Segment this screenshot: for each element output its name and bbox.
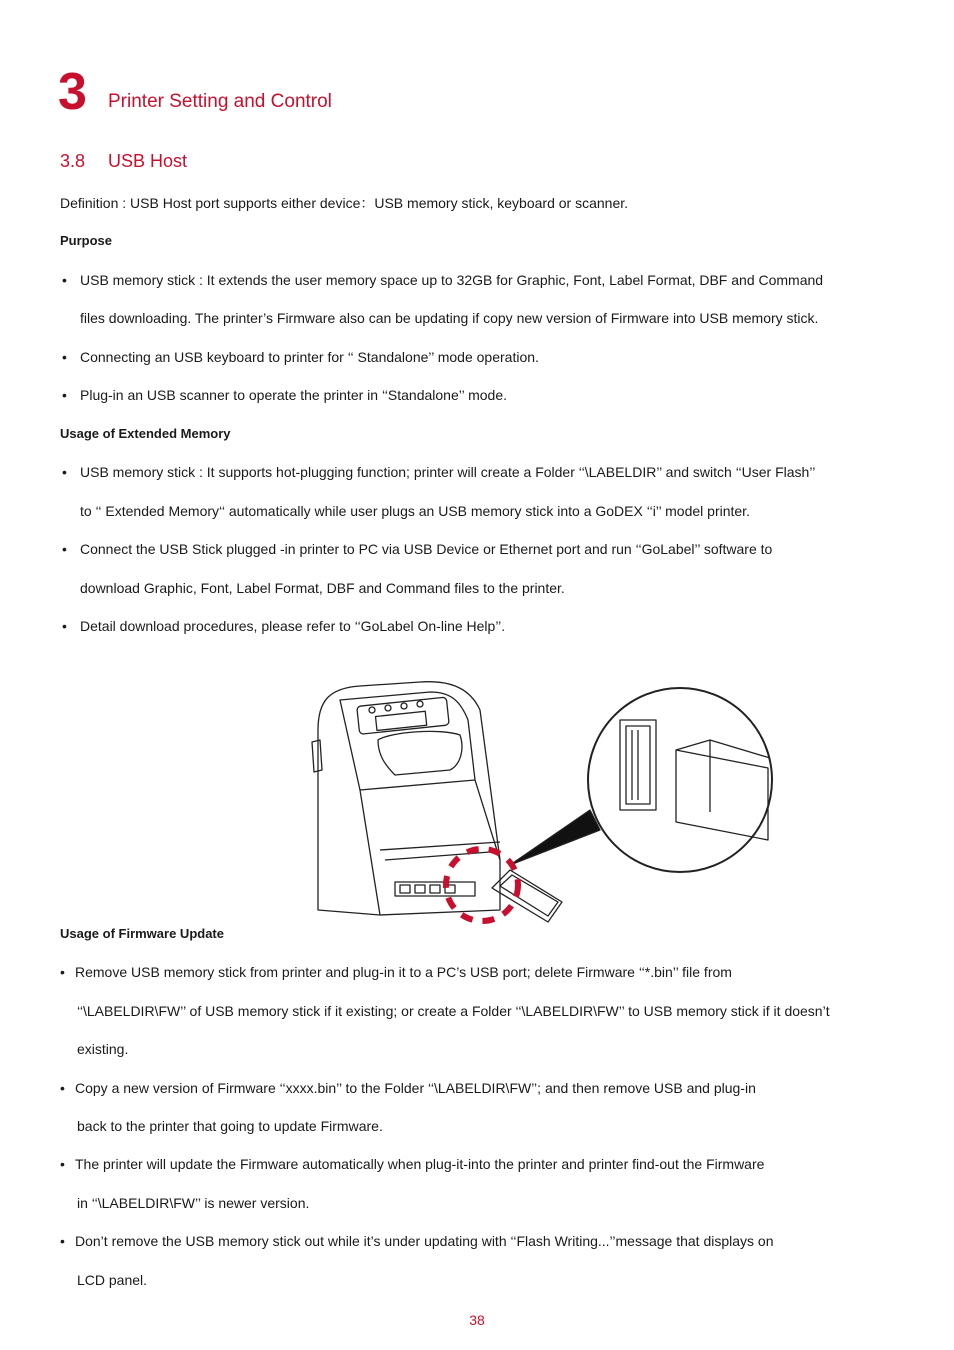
bullet: • — [62, 387, 67, 403]
chapter-title: Printer Setting and Control — [108, 91, 332, 112]
list-item-continuation: back to the printer that going to update Firmware. — [77, 1118, 383, 1134]
usb-stick — [492, 870, 562, 922]
bullet: • — [60, 1233, 65, 1249]
zoom-circle — [588, 688, 772, 872]
bullet: • — [62, 464, 67, 480]
bullet: • — [62, 618, 67, 634]
zoom-pointer — [510, 810, 600, 865]
list-item: • Connect the USB Stick plugged -in printer to PC via USB Device or Ethernet port and run ‘‘GoLabel’’ software to — [62, 541, 773, 557]
list-item-continuation: download Graphic, Font, Label Format, DBF and Command files to the printer. — [80, 580, 565, 596]
definition-text: Definition : USB Host port supports either device：USB memory stick, keyboard or scanner. — [60, 195, 629, 211]
list-item-continuation: ‘‘\LABELDIR\FW’’ of USB memory stick if it existing; or create a Folder ‘‘\LABELDIR\FW’’ to USB memory stick if it doesn’t — [77, 1003, 830, 1019]
printer-usb-illustration — [300, 670, 780, 940]
list-item-continuation: existing. — [77, 1041, 129, 1057]
bullet: • — [60, 964, 65, 980]
list-item: • Don’t remove the USB memory stick out while it’s under updating with ‘‘Flash Writing...’’message that displays on — [60, 1233, 774, 1249]
list-item: • USB memory stick : It supports hot-plugging function; printer will create a Folder ‘‘\LABELDIR’’ and switch ‘‘User Flash’’ — [62, 464, 816, 480]
list-item-continuation: to ‘‘ Extended Memory‘‘ automatically while user plugs an USB memory stick into a GoDEX ‘‘i’’ model printer. — [80, 503, 750, 519]
list-item: • USB memory stick : It extends the user memory space up to 32GB for Graphic, Font, Label Format, DBF and Command — [62, 272, 824, 288]
extended-memory-heading: Usage of Extended Memory — [60, 426, 231, 441]
list-item-continuation: files downloading. The printer’s Firmware also can be updating if copy new version of Firmware into USB memory stick. — [80, 310, 819, 326]
list-item: • The printer will update the Firmware automatically when plug-it-into the printer and printer find-out the Firmware — [60, 1156, 765, 1172]
list-item: • Detail download procedures, please refer to ‘‘GoLabel On-line Help’’. — [62, 618, 506, 634]
section-number: 3.8 — [60, 151, 86, 171]
list-item: • Copy a new version of Firmware ‘‘xxxx.bin’’ to the Folder ‘‘\LABELDIR\FW’’; and then remove USB and plug-in — [60, 1080, 756, 1096]
printer-body — [318, 682, 500, 915]
section-title — [60, 149, 187, 173]
section-heading: USB Host — [108, 151, 188, 171]
purpose-heading: Purpose — [60, 233, 113, 248]
list-item: • Connecting an USB keyboard to printer for ‘‘ Standalone’’ mode operation. — [62, 349, 539, 365]
bullet: • — [62, 272, 67, 288]
bullet: • — [62, 541, 67, 557]
page-number: 38 — [469, 1312, 485, 1328]
list-item: • Plug-in an USB scanner to operate the printer in ‘‘Standalone’’ mode. — [62, 387, 508, 403]
bullet: • — [60, 1080, 65, 1096]
bullet: • — [62, 349, 67, 365]
list-item-continuation: in ‘‘\LABELDIR\FW’’ is newer version. — [77, 1195, 310, 1211]
chapter-number: 3 — [58, 63, 87, 121]
bullet: • — [60, 1156, 65, 1172]
firmware-update-heading: Usage of Firmware Update — [60, 926, 224, 941]
list-item-continuation: LCD panel. — [77, 1272, 148, 1288]
list-item: • Remove USB memory stick from printer and plug-in it to a PC’s USB port; delete Firmware ‘‘*.bin’’ file from — [60, 964, 732, 980]
